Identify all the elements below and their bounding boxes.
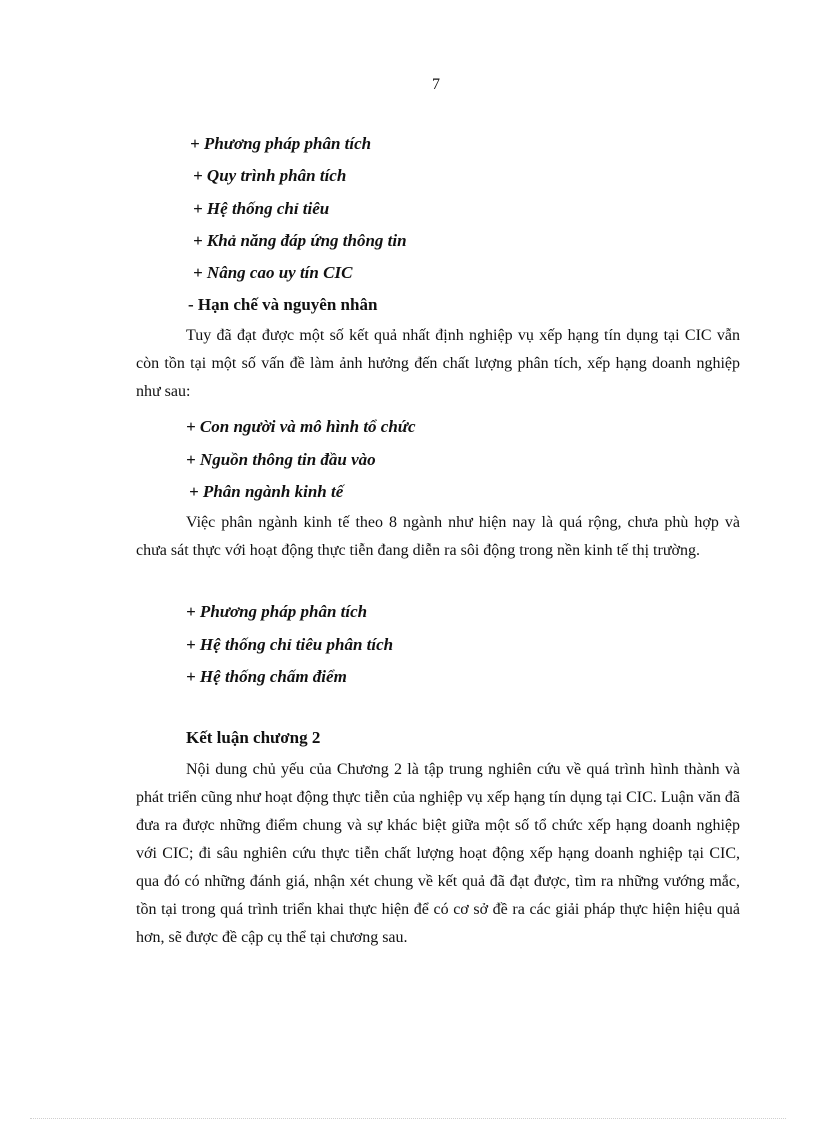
list-item: + Phương pháp phân tích (190, 134, 372, 153)
list-item: + Nâng cao uy tín CIC (193, 263, 353, 282)
list-item: + Nguồn thông tin đầu vào (186, 450, 376, 469)
list-item: + Con người và mô hình tổ chức (186, 417, 416, 436)
paragraph (136, 322, 740, 406)
paragraph (136, 509, 740, 565)
paragraph-text: Tuy đã đạt được một số kết quả nhất định nghiệp vụ xếp hạng tín dụng tại CIC vẫn còn tồn tại một số vấn đề làm ảnh hưởng đến chất lượng phân tích, xếp hạng doanh nghiệp như sau: (136, 327, 740, 400)
page-bottom-rule (30, 1118, 786, 1119)
list-item: + Khả năng đáp ứng thông tin (193, 231, 407, 250)
list-item: + Phương pháp phân tích (186, 602, 368, 621)
section-heading: - Hạn chế và nguyên nhân (188, 295, 378, 314)
page-number: 7 (432, 76, 440, 93)
list-item: + Hệ thống chỉ tiêu (193, 199, 330, 218)
paragraph-text: Việc phân ngành kinh tế theo 8 ngành như hiện nay là quá rộng, chưa phù hợp và chưa sát thực với hoạt động thực tiễn đang diễn ra sôi động trong nền kinh tế thị trường. (136, 514, 740, 559)
conclusion-heading: Kết luận chương 2 (186, 728, 321, 747)
paragraph-text: Nội dung chủ yếu của Chương 2 là tập trung nghiên cứu về quá trình hình thành và phát triển cũng như hoạt động thực tiễn của nghiệp vụ xếp hạng tín dụng tại CIC. Luận văn đã đưa ra được những điểm chung và sự khác biệt giữa một số tổ chức xếp hạng doanh nghiệp với CIC; đi sâu nghiên cứu thực tiễn chất lượng hoạt động xếp hạng doanh nghiệp tại CIC, qua đó có những đánh giá, nhận xét chung về kết quả đã đạt được, tìm ra những vướng mắc, tồn tại trong quá trình triển khai thực hiện để có cơ sở đề ra các giải pháp thực hiện hiệu quả hơn, sẽ được đề cập cụ thể tại chương sau. (136, 761, 740, 946)
list-item: + Quy trình phân tích (193, 166, 347, 185)
list-item: + Hệ thống chấm điểm (186, 667, 347, 686)
list-item: + Phân ngành kinh tế (189, 482, 344, 501)
list-item: + Hệ thống chỉ tiêu phân tích (186, 635, 394, 654)
paragraph (136, 756, 740, 952)
